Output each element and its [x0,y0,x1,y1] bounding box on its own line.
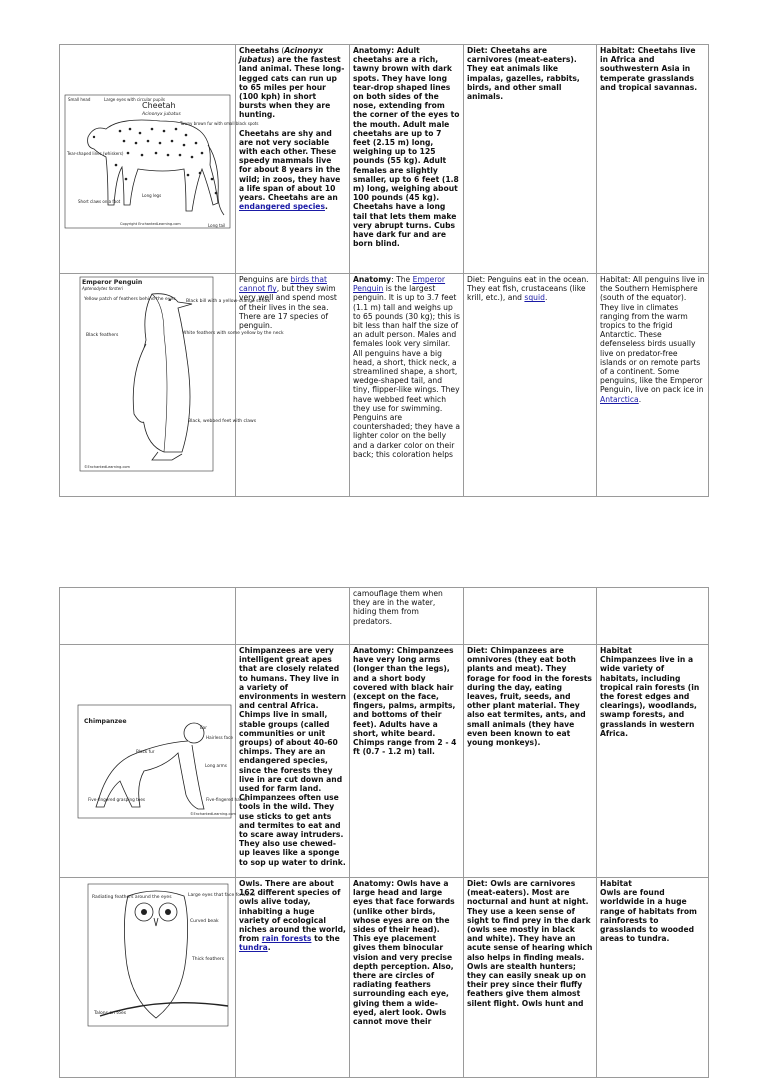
svg-text:Tawny brown fur with small bla: Tawny brown fur with small black spots [180,121,259,126]
svg-text:Large eyes with circular pupil: Large eyes with circular pupils [104,97,165,102]
table-row [60,645,709,878]
antarctica-link[interactable]: Antarctica [600,394,639,404]
svg-text:Five-fingered grasping toes: Five-fingered grasping toes [88,797,146,802]
svg-text:©EnchantedLearning.com: ©EnchantedLearning.com [84,465,130,469]
emperor-penguin-link[interactable]: Emperor Penguin [353,275,446,294]
penguin-description: Penguins are birds that cannot fly, but they swim very well and spend most of their lives in the sea. There are 17 species of penguin. [236,274,350,497]
rain-forests-link[interactable]: rain forests [261,934,312,944]
chimp-anatomy: Anatomy: Chimpanzees have very long arms (longer than the legs), and a short body covered with black hair (except on the face, fingers, palms, armpits, and bottoms of their feet). Adults have a short, white beard. Chimps range from 2 - 4 ft (0.7 - 1.2 m) tall. [350,645,464,878]
svg-text:Black bill with a yellow-orang: Black bill with a yellow-orange streak [186,299,271,304]
owl-habitat: Habitat Owls are found worldwide in a huge range of habitats from rainforests to grasslands to wooded areas to tundra. [597,878,709,1078]
svg-text:Five-fingered hands: Five-fingered hands [206,797,248,802]
penguin-diet: Diet: Penguins eat in the ocean. They eat fish, crustaceans (like krill, etc.), and squid. [464,274,597,497]
table-row [60,45,709,274]
owl-description: Owls. There are about 162 different species of owls alive today, inhabiting a huge variety of ecological niches around the world, from rain forests to the tundra. [236,878,350,1078]
svg-text:Small head: Small head [68,97,91,102]
table-row [60,588,709,645]
chimp-diagram [60,645,248,877]
penguin-anatomy-continued: camouflage them when they are in the water, hiding them from predators. [350,588,464,645]
endangered-species-link[interactable]: endangered species [239,202,325,212]
svg-text:Curved beak: Curved beak [190,919,219,924]
svg-text:Cheetah: Cheetah [142,101,176,110]
svg-text:Radiating feathers around the: Radiating feathers around the eyes [92,895,172,900]
table-row [60,878,709,1078]
svg-text:Large eyes that face forwards: Large eyes that face forwards [188,893,256,898]
cheetah-habitat: Habitat: Cheetahs live in Africa and southwestern Asia in temperate grasslands and tropical savannas. [597,45,709,274]
chimp-diet: Diet: Chimpanzees are omnivores (they eat both plants and meat). They forage for food in the forests during the day, eating leaves, fruit, seeds, and other plant material. They also eat termites, ants, and small animals (they have even been known to eat young monkeys). [464,645,597,878]
chimp-habitat: Habitat Chimpanzees live in a wide variety of habitats, including tropical rain forests (in the forest edges and clearings), woodlands, swamp forests, and grasslands in western Africa. [597,645,709,878]
squid-link[interactable]: squid [524,293,545,303]
tundra-link[interactable]: tundra [239,943,268,953]
cheetah-diet: Diet: Cheetahs are carnivores (meat-eaters). They eat animals like impalas, gazelles, rabbits, birds, and other small animals. [464,45,597,274]
svg-text:Copyright EnchantedLearning.co: Copyright EnchantedLearning.com [120,222,181,226]
chimp-description: Chimpanzees are very intelligent great apes that are closely related to humans. They live in a variety of environments in western and central Africa. Chimps live in small, stable groups (called communities or unit groups) of about 40-60 chimps. They are an endangered species, since the forests they live in are cut down and used for farm land. Chimpanzees often use tools in the wild. They use sticks to get ants and termites to eat and to scare away intruders. They also use chewed-up leaves like a sponge to sop up water to drink. [236,645,350,878]
svg-text:Long tail: Long tail [208,223,226,228]
birds-that-cannot-fly-link[interactable]: birds that cannot fly [239,275,327,294]
svg-text:Talons on toes: Talons on toes [94,1011,127,1016]
owl-anatomy: Anatomy: Owls have a large head and large eyes that face forwards (unlike other birds, whose eyes are on the sides of their head). This eye placement gives them binocular vision and very precise depth perception. Also, there are circles of radiating feathers surrounding each eye, giving them a wide-eyed, alert look. Owls cannot move their [350,878,464,1078]
svg-text:Black, webbed feet with claws: Black, webbed feet with claws [188,419,257,424]
penguin-habitat: Habitat: All penguins live in the Southern Hemisphere (south of the equator). They live in climates ranging from the warm tropics to the frigid Antarctic. These defenseless birds usually live on predator-free islands or on remote parts of a continent. Some penguins, like the Emperor Penguin, live on pack ice in Antarctica. [597,274,709,497]
animal-table-1 [59,44,709,497]
svg-text:White feathers with some yello: White feathers with some yellow by the neck [182,331,284,336]
svg-text:Ear: Ear [200,725,207,730]
cheetah-diagram-cell [60,45,259,274]
chimp-diagram-cell [60,645,248,878]
svg-text:Hairless face: Hairless face [206,735,233,740]
penguin-anatomy: Anatomy: The Emperor Penguin is the largest penguin. It is up to 3.7 feet (1.1 m) tall and weighs up to 65 pounds (30 kg); this is bit less than half the size of an adult person. Males and females look very similar. All penguins have a big head, a short, thick neck, a streamlined shape, a short, wedge-shaped tail, and tiny, flipper-like wings. They have webbed feet which they use for swimming. Penguins are countershaded; they have a lighter color on the belly and a darker color on their back; this coloration helps [350,274,464,497]
svg-text:Yellow patch of feathers behin: Yellow patch of feathers behind the eyes [84,297,176,302]
svg-text:Long arms: Long arms [205,763,227,768]
svg-text:Aptenodytes forsteri: Aptenodytes forsteri [82,286,123,291]
svg-text:Acinonyx jubatus: Acinonyx jubatus [142,112,181,117]
cheetah-diagram [60,45,259,273]
cheetah-anatomy: Anatomy: Adult cheetahs are a rich, tawny brown with dark spots. They have long tear-drop shaped lines on both sides of the nose, extending from the corner of the eyes to the mouth. Adult male cheetahs are up to 7 feet (2.15 m) long, weighing up to 125 pounds (55 kg). Adult females are slightly smaller, up to 6 feet (1.8 m) long, weighing about 100 pounds (45 kg). Cheetahs have a long tail that lets them make very abrupt turns. Cubs have dark fur and are born blind. [350,45,464,274]
svg-text:Tear-shaped lines (whiskers): Tear-shaped lines (whiskers) [67,151,124,156]
svg-text:©EnchantedLearning.com: ©EnchantedLearning.com [190,812,236,816]
svg-text:Short claws on a foot: Short claws on a foot [78,199,121,204]
cheetah-description: Cheetahs (Acinonyx jubatus) are the fastest land animal. These long-legged cats can run up to 65 miles per hour (100 kph) in short bursts when they are hunting. Cheetahs are shy and are not very sociable with each other. These speedy mammals live for about 8 years in the wild; in zoos, they have a life span of about 10 years. Cheetahs are an endangered species. [236,45,350,274]
svg-text:Chimpanzee: Chimpanzee [84,718,127,725]
animal-table-2 [59,587,709,1078]
svg-text:Emperor Penguin: Emperor Penguin [82,279,143,286]
table-row [60,274,709,497]
svg-text:Black fur: Black fur [136,749,155,754]
owl-diet: Diet: Owls are carnivores (meat-eaters). Most are nocturnal and hunt at night. They use a keen sense of sight to find prey in the dark (owls see mostly in black and white). They have an acute sense of hearing which also helps in finding meals. Owls are stealth hunters; they can easily sneak up on their prey since their fluffy feathers give them almost silent flight. Owls hunt and [464,878,597,1078]
svg-text:Thick feathers: Thick feathers [192,957,225,962]
svg-text:Long legs: Long legs [142,193,162,198]
svg-text:Black feathers: Black feathers [86,333,119,338]
